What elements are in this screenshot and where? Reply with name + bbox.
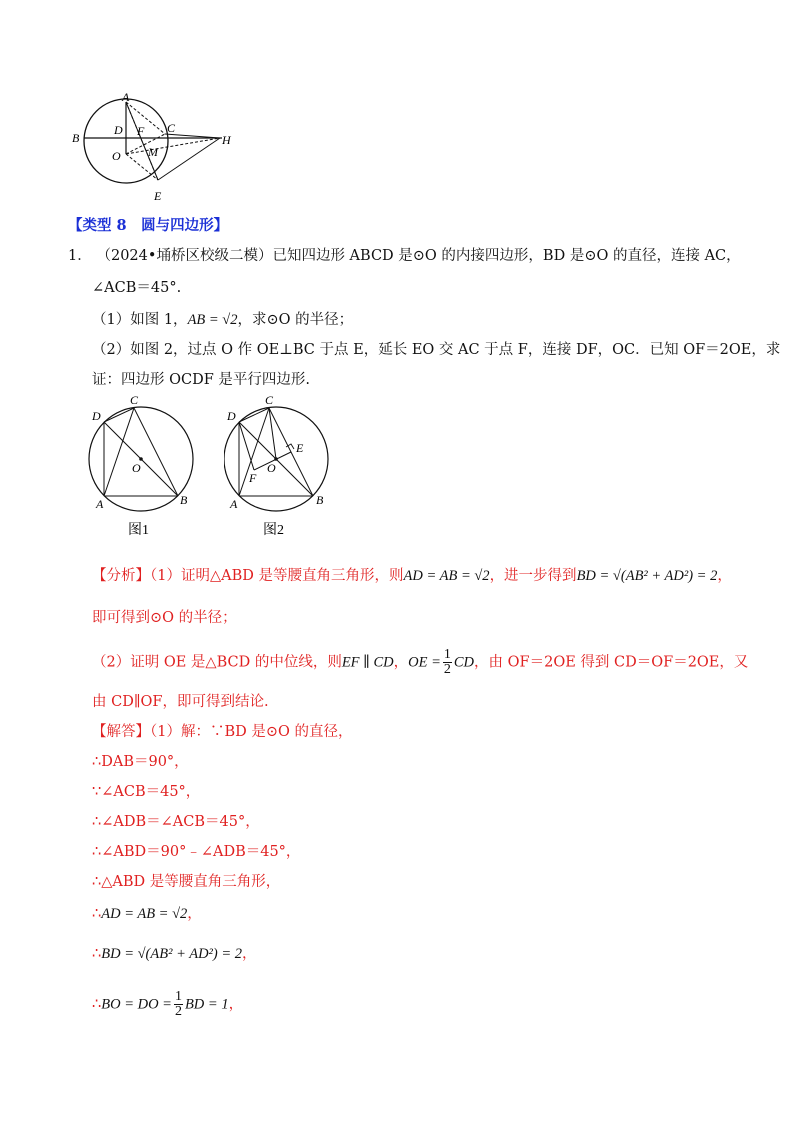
solution-tag: 【解答】 [92,724,150,740]
math-expression: BD = √(AB² + AD²) = 2 [576,568,718,584]
figure-caption: 图2 [263,523,284,538]
top-circle-figure [70,88,240,208]
math-expression: BD = √(AB² + AD²) = 2 [101,946,243,962]
math-expression: AD = AB = √2 [101,906,188,922]
solution-text: ∴ [92,946,102,962]
problem-source: （2024•埇桥区校级二模） [103,248,273,264]
analysis-text: ，进一步得到 [489,568,577,584]
problem-number: 1． [68,248,92,264]
figure-1 [86,392,196,542]
fig-label: A [96,497,104,511]
math-expression: EF ∥ CD [341,654,394,671]
solution-line-0 [92,722,353,742]
part1-prefix: （1）如图 1， [92,312,188,328]
solution-line-8 [92,990,243,1019]
solution-text: ， [187,906,202,922]
fig-label: B [316,493,324,507]
math-expression: OE = [408,654,441,671]
analysis-text: （2）证明 OE 是△BCD 的中位线，则 [92,654,342,671]
fig-label: A [230,497,238,511]
fraction [174,990,183,1019]
part1-math: AB = √2 [187,312,238,328]
section-heading: 【类型 8 圆与四边形】 [68,217,229,234]
fig-label: M [148,145,158,159]
analysis-text: ， [393,654,409,671]
math-expression: BD = 1 [184,996,229,1013]
solution-line-3: ∴∠ADB＝∠ACB＝45°， [92,814,260,830]
fig-label: D [114,123,123,137]
solution-text: （1）解：∵BD 是⊙O 的直径， [150,724,353,740]
solution-text: ， [228,996,244,1013]
fig-label: C [130,393,139,407]
solution-text: ∴ [92,906,102,922]
problem-line-2: ∠ACB＝45°. [92,280,182,296]
analysis-line-4: 由 CD∥OF，即可得到结论. [92,694,269,710]
problem-line-1 [68,246,741,266]
solution-line-7 [92,944,257,964]
analysis-tag: 【分析】 [92,568,150,584]
problem-text: 已知四边形 ABCD 是⊙O 的内接四边形，BD 是⊙O 的直径，连接 AC， [272,248,741,264]
fraction-numerator: 1 [174,989,182,1004]
fig-label: O [112,149,121,163]
figure-2 [224,392,334,542]
analysis-text: （1）证明△ABD 是等腰直角三角形，则 [150,568,404,584]
analysis-line-1 [92,566,732,586]
solution-line-4: ∴∠ABD＝90°﹣∠ADB＝45°， [92,844,301,860]
fig-label: C [265,393,274,407]
fig-label: E [296,441,304,455]
math-expression: BO = DO = [101,996,172,1013]
fig-label: F [137,124,145,138]
fig-label: B [180,493,188,507]
math-expression: CD [453,654,475,671]
fraction-denominator: 2 [174,1004,182,1019]
fig-label: C [167,121,176,135]
analysis-line-2: 即可得到⊙O 的半径； [92,610,237,626]
part2-line-1: （2）如图 2，过点 O 作 OE⊥BC 于点 E，延长 EO 交 AC 于点 F，连接 DF，OC．已知 OF＝2OE，求 [92,342,781,358]
solution-line-2: ∵∠ACB＝45°， [92,784,201,800]
solution-text: ， [242,946,257,962]
fig-label: F [249,471,257,485]
solution-text: ∴ [92,996,102,1013]
fig-label: O [132,461,141,475]
fig-label: D [92,409,101,423]
solution-line-6 [92,904,202,924]
fig-label: A [122,90,130,104]
part1-line [92,310,353,330]
analysis-line-3 [92,648,748,677]
solution-line-1: ∴DAB＝90°， [92,754,189,770]
fig-label: O [267,461,276,475]
fraction [443,648,452,677]
fig-label: D [227,409,236,423]
part1-suffix: ，求⊙O 的半径； [237,312,354,328]
part2-line-2: 证：四边形 OCDF 是平行四边形. [92,372,310,388]
solution-line-5: ∴△ABD 是等腰直角三角形， [92,874,281,890]
fraction-denominator: 2 [443,662,451,677]
fig-label: E [154,189,162,203]
analysis-text: ， [717,568,732,584]
fig-label: B [72,131,80,145]
fraction-numerator: 1 [443,647,451,662]
analysis-text: ，由 OF＝2OE 得到 CD＝OF＝2OE，又 [474,654,749,671]
figure-caption: 图1 [128,523,149,538]
fig-label: H [222,133,231,147]
math-expression: AD = AB = √2 [403,568,490,584]
